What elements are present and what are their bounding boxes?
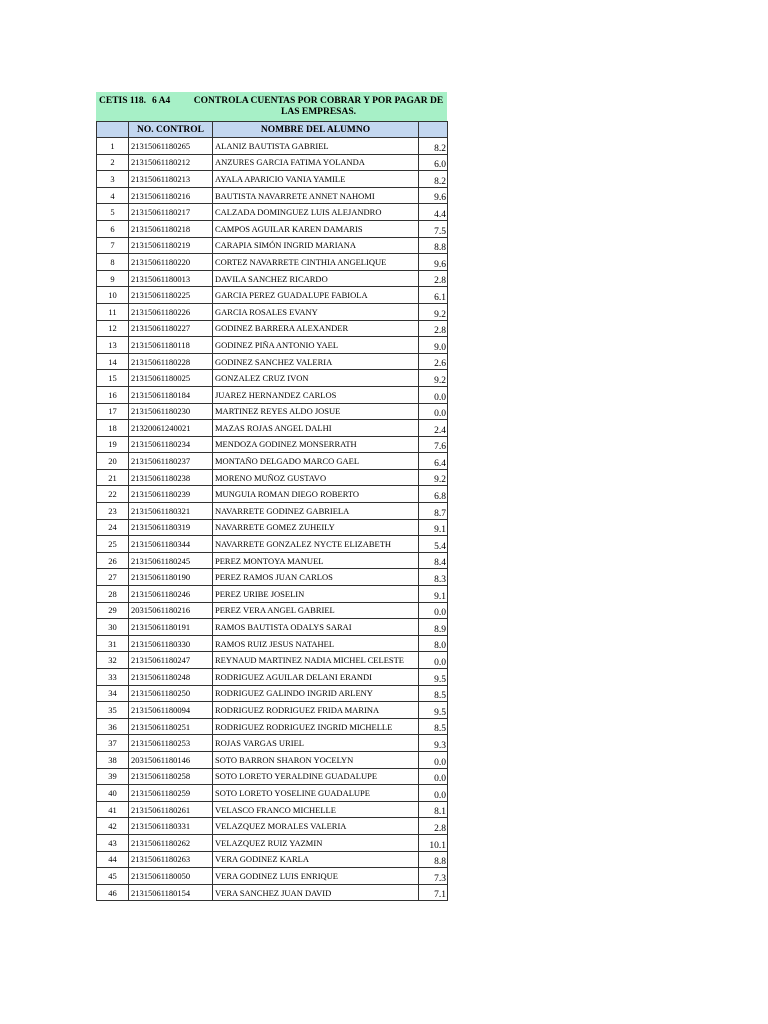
control-number: 21315061180094 [129,702,213,719]
student-grade: 8.4 [419,552,448,569]
header-control: NO. CONTROL [129,122,213,138]
student-grade: 8.3 [419,569,448,586]
row-number: 39 [97,768,129,785]
table-row [97,751,448,768]
student-grade: 8.0 [419,635,448,652]
control-number: 21315061180025 [129,370,213,387]
control-number: 21315061180331 [129,818,213,835]
table-row [97,237,448,254]
row-number: 46 [97,884,129,901]
control-number: 21315061180219 [129,237,213,254]
control-number: 21315061180246 [129,586,213,603]
student-grade: 8.5 [419,718,448,735]
student-grade: 9.5 [419,702,448,719]
subject-title: CONTROLA CUENTAS POR COBRAR Y POR PAGAR DE LAS EMPRESAS. [193,96,444,117]
student-grade: 8.9 [419,619,448,636]
student-grade: 8.7 [419,503,448,520]
table-row [97,270,448,287]
table-row [97,503,448,520]
control-number: 21315061180321 [129,503,213,520]
table-row [97,669,448,686]
student-name: GARCIA ROSALES EVANY [213,303,419,320]
control-number: 21315061180319 [129,519,213,536]
row-number: 7 [97,237,129,254]
control-number: 21315061180330 [129,635,213,652]
student-name: VERA GODINEZ LUIS ENRIQUE [213,868,419,885]
student-grade: 2.8 [419,818,448,835]
control-number: 21315061180239 [129,486,213,503]
row-number: 41 [97,801,129,818]
student-name: RODRIGUEZ GALINDO INGRID ARLENY [213,685,419,702]
student-grade: 0.0 [419,652,448,669]
row-number: 11 [97,303,129,320]
student-grade: 7.1 [419,884,448,901]
row-number: 4 [97,187,129,204]
student-grade: 0.0 [419,602,448,619]
row-number: 33 [97,669,129,686]
student-name: MUNGUIA ROMAN DIEGO ROBERTO [213,486,419,503]
table-row [97,171,448,188]
student-name: REYNAUD MARTINEZ NADIA MICHEL CELESTE [213,652,419,669]
table-row [97,552,448,569]
table-row [97,386,448,403]
student-name: CALZADA DOMINGUEZ LUIS ALEJANDRO [213,204,419,221]
row-number: 2 [97,154,129,171]
table-row [97,818,448,835]
student-grade: 9.2 [419,303,448,320]
student-grade: 5.4 [419,536,448,553]
student-grade: 7.5 [419,220,448,237]
control-number: 21315061180237 [129,453,213,470]
student-name: MONTAÑO DELGADO MARCO GAEL [213,453,419,470]
row-number: 28 [97,586,129,603]
table-row [97,254,448,271]
student-grade: 9.1 [419,519,448,536]
control-number: 20315061180216 [129,602,213,619]
student-name: SOTO LORETO YOSELINE GUADALUPE [213,785,419,802]
row-number: 16 [97,386,129,403]
table-row [97,436,448,453]
row-number: 19 [97,436,129,453]
student-grade: 2.8 [419,270,448,287]
student-grade: 2.6 [419,353,448,370]
student-name: ALANIZ BAUTISTA GABRIEL [213,138,419,155]
table-row [97,702,448,719]
student-name: GARCIA PEREZ GUADALUPE FABIOLA [213,287,419,304]
student-name: MAZAS ROJAS ANGEL DALHI [213,420,419,437]
student-name: RAMOS RUIZ JESUS NATAHEL [213,635,419,652]
control-number: 21315061180190 [129,569,213,586]
control-number: 21315061180226 [129,303,213,320]
student-name: MARTINEZ REYES ALDO JOSUE [213,403,419,420]
control-number: 21315061180184 [129,386,213,403]
table-row [97,884,448,901]
student-name: PEREZ VERA ANGEL GABRIEL [213,602,419,619]
row-number: 40 [97,785,129,802]
control-number: 21315061180261 [129,801,213,818]
table-row [97,469,448,486]
student-name: RODRIGUEZ RODRIGUEZ FRIDA MARINA [213,702,419,719]
row-number: 9 [97,270,129,287]
header-number [97,122,129,138]
control-number: 21315061180220 [129,254,213,271]
student-grade: 9.1 [419,586,448,603]
row-number: 12 [97,320,129,337]
table-row [97,569,448,586]
students-table [96,121,448,901]
control-number: 21315061180218 [129,220,213,237]
student-name: CARAPIA SIMÓN INGRID MARIANA [213,237,419,254]
row-number: 20 [97,453,129,470]
table-row [97,536,448,553]
student-name: VERA SANCHEZ JUAN DAVID [213,884,419,901]
table-row [97,868,448,885]
table-row [97,204,448,221]
table-row [97,287,448,304]
row-number: 10 [97,287,129,304]
control-number: 21315061180250 [129,685,213,702]
student-name: GONZALEZ CRUZ IVON [213,370,419,387]
student-name: VERA GODINEZ KARLA [213,851,419,868]
control-number: 21315061180344 [129,536,213,553]
table-row [97,187,448,204]
table-row [97,718,448,735]
table-row [97,851,448,868]
group-name: 6 A4 [152,96,171,106]
control-number: 21315061180245 [129,552,213,569]
table-row [97,652,448,669]
student-grade: 6.8 [419,486,448,503]
row-number: 26 [97,552,129,569]
row-number: 37 [97,735,129,752]
row-number: 8 [97,254,129,271]
student-name: VELAZQUEZ MORALES VALERIA [213,818,419,835]
student-grade: 2.4 [419,420,448,437]
table-header-row [97,122,448,138]
row-number: 5 [97,204,129,221]
student-grade: 8.5 [419,685,448,702]
row-number: 13 [97,337,129,354]
student-grade: 9.3 [419,735,448,752]
student-name: SOTO LORETO YERALDINE GUADALUPE [213,768,419,785]
table-row [97,303,448,320]
table-row [97,801,448,818]
student-grade: 7.3 [419,868,448,885]
table-row [97,519,448,536]
row-number: 31 [97,635,129,652]
students-table-body [97,138,448,901]
control-number: 21315061180228 [129,353,213,370]
table-row [97,138,448,155]
row-number: 18 [97,420,129,437]
control-number: 21315061180118 [129,337,213,354]
student-name: GODINEZ BARRERA ALEXANDER [213,320,419,337]
row-number: 29 [97,602,129,619]
student-grade: 8.1 [419,801,448,818]
header-grade [419,122,448,138]
student-grade: 0.0 [419,386,448,403]
row-number: 30 [97,619,129,636]
control-number: 21315061180216 [129,187,213,204]
student-name: BAUTISTA NAVARRETE ANNET NAHOMI [213,187,419,204]
control-number: 20315061180146 [129,751,213,768]
row-number: 45 [97,868,129,885]
student-name: PEREZ RAMOS JUAN CARLOS [213,569,419,586]
table-row [97,320,448,337]
student-grade: 2.8 [419,320,448,337]
student-name: CAMPOS AGUILAR KAREN DAMARIS [213,220,419,237]
control-number: 21315061180265 [129,138,213,155]
control-number: 21315061180213 [129,171,213,188]
student-name: NAVARRETE GOMEZ ZUHEILY [213,519,419,536]
student-grade: 8.8 [419,851,448,868]
student-name: MENDOZA GODINEZ MONSERRATH [213,436,419,453]
student-grade: 0.0 [419,403,448,420]
student-name: JUAREZ HERNANDEZ CARLOS [213,386,419,403]
row-number: 15 [97,370,129,387]
row-number: 32 [97,652,129,669]
table-row [97,768,448,785]
row-number: 6 [97,220,129,237]
student-name: NAVARRETE GODINEZ GABRIELA [213,503,419,520]
control-number: 21315061180227 [129,320,213,337]
student-name: NAVARRETE GONZALEZ NYCTE ELIZABETH [213,536,419,553]
row-number: 23 [97,503,129,520]
student-grade: 4.4 [419,204,448,221]
row-number: 1 [97,138,129,155]
control-number: 21315061180238 [129,469,213,486]
student-grade: 9.0 [419,337,448,354]
row-number: 38 [97,751,129,768]
table-row [97,834,448,851]
control-number: 21315061180230 [129,403,213,420]
student-name: RODRIGUEZ RODRIGUEZ INGRID MICHELLE [213,718,419,735]
student-grade: 7.6 [419,436,448,453]
student-grade: 6.1 [419,287,448,304]
student-grade: 10.1 [419,834,448,851]
row-number: 22 [97,486,129,503]
control-number: 21315061180247 [129,652,213,669]
table-row [97,220,448,237]
row-number: 34 [97,685,129,702]
control-number: 21315061180253 [129,735,213,752]
row-number: 44 [97,851,129,868]
control-number: 21315061180251 [129,718,213,735]
student-name: RAMOS BAUTISTA ODALYS SARAI [213,619,419,636]
student-grade: 9.2 [419,469,448,486]
table-row [97,370,448,387]
table-row [97,785,448,802]
student-name: VELASCO FRANCO MICHELLE [213,801,419,818]
row-number: 21 [97,469,129,486]
student-grade: 6.4 [419,453,448,470]
student-name: CORTEZ NAVARRETE CINTHIA ANGELIQUE [213,254,419,271]
student-name: MORENO MUÑOZ GUSTAVO [213,469,419,486]
control-number: 21320061240021 [129,420,213,437]
row-number: 3 [97,171,129,188]
row-number: 35 [97,702,129,719]
row-number: 27 [97,569,129,586]
student-name: PEREZ URIBE JOSELIN [213,586,419,603]
control-number: 21315061180050 [129,868,213,885]
student-grade: 6.0 [419,154,448,171]
row-number: 36 [97,718,129,735]
student-grade: 9.5 [419,669,448,686]
student-grade: 8.2 [419,138,448,155]
row-number: 14 [97,353,129,370]
table-row [97,602,448,619]
student-grade: 9.2 [419,370,448,387]
control-number: 21315061180212 [129,154,213,171]
table-row [97,353,448,370]
table-row [97,154,448,171]
table-row [97,486,448,503]
row-number: 24 [97,519,129,536]
title-bar [96,92,447,121]
student-name: PEREZ MONTOYA MANUEL [213,552,419,569]
table-row [97,403,448,420]
control-number: 21315061180217 [129,204,213,221]
control-number: 21315061180263 [129,851,213,868]
row-number: 25 [97,536,129,553]
student-grade: 8.8 [419,237,448,254]
school-name: CETIS 118. [99,96,146,106]
student-grade: 0.0 [419,768,448,785]
student-name: DAVILA SANCHEZ RICARDO [213,270,419,287]
table-row [97,337,448,354]
student-grade: 0.0 [419,751,448,768]
student-name: RODRIGUEZ AGUILAR DELANI ERANDI [213,669,419,686]
student-name: AYALA APARICIO VANIA YAMILE [213,171,419,188]
control-number: 21315061180191 [129,619,213,636]
control-number: 21315061180234 [129,436,213,453]
student-grade: 9.6 [419,254,448,271]
table-row [97,735,448,752]
table-row [97,635,448,652]
student-grade: 0.0 [419,785,448,802]
grade-sheet [96,92,447,901]
student-name: SOTO BARRON SHARON YOCELYN [213,751,419,768]
control-number: 21315061180262 [129,834,213,851]
table-row [97,619,448,636]
control-number: 21315061180013 [129,270,213,287]
row-number: 43 [97,834,129,851]
table-row [97,586,448,603]
student-name: VELAZQUEZ RUIZ YAZMIN [213,834,419,851]
student-name: ROJAS VARGAS URIEL [213,735,419,752]
student-name: ANZURES GARCIA FATIMA YOLANDA [213,154,419,171]
student-name: GODINEZ PIÑA ANTONIO YAEL [213,337,419,354]
table-row [97,685,448,702]
control-number: 21315061180258 [129,768,213,785]
row-number: 42 [97,818,129,835]
table-row [97,453,448,470]
control-number: 21315061180248 [129,669,213,686]
header-name: NOMBRE DEL ALUMNO [213,122,419,138]
control-number: 21315061180259 [129,785,213,802]
student-name: GODINEZ SANCHEZ VALERIA [213,353,419,370]
student-grade: 8.2 [419,171,448,188]
table-row [97,420,448,437]
control-number: 21315061180225 [129,287,213,304]
student-grade: 9.6 [419,187,448,204]
control-number: 21315061180154 [129,884,213,901]
row-number: 17 [97,403,129,420]
